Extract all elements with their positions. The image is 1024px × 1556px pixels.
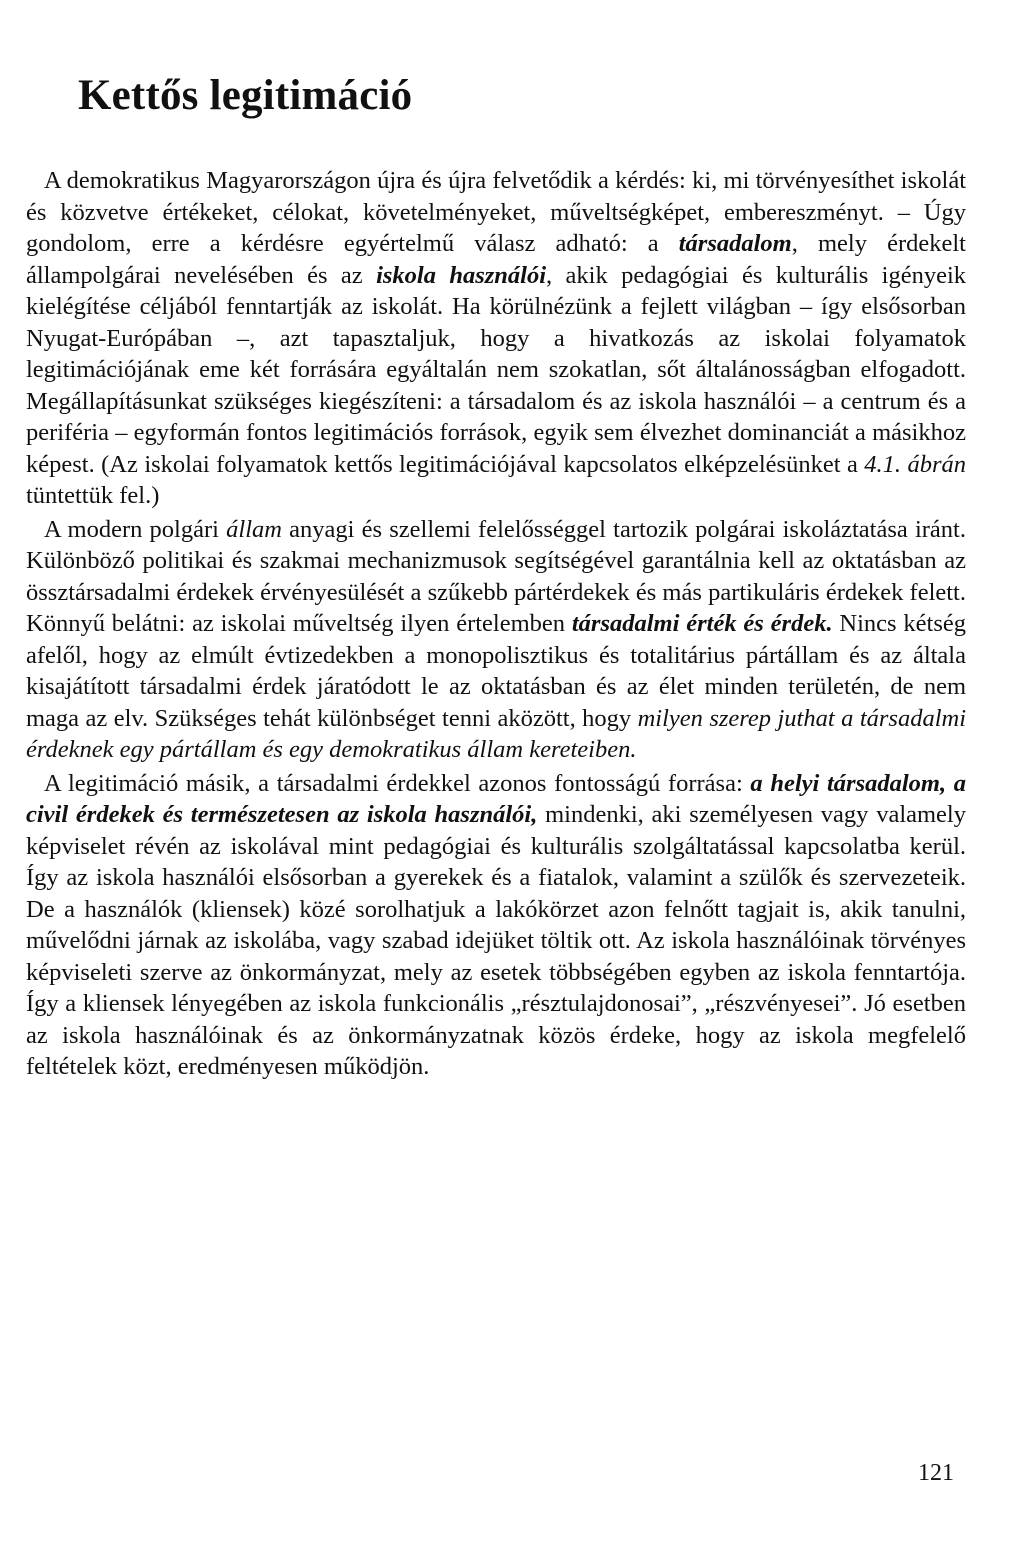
page-title: Kettős legitimáció bbox=[78, 72, 413, 119]
text-run: társadalom bbox=[678, 230, 792, 258]
text-run: társadalmi érték és érdek. bbox=[571, 610, 833, 638]
text-run: a helyi társadalom, a civil érdekek és természetesen az iskola használói, bbox=[26, 769, 967, 829]
paragraph-2 bbox=[26, 514, 966, 766]
text-run: 4.1. ábrán bbox=[864, 450, 966, 478]
text-run: anyagi és szellemi felelősséggel tartozik polgárai iskoláztatása iránt. Különböző politikai és szakmai mechanizmusok segítségével garantálnia kell az oktatásban az össztársadalmi érdekek érvényesülését a szűkebb pártérdekek és más partikuláris érdekek felett. Könnyű belátni: az iskolai műveltség ilyen értelemben bbox=[26, 515, 966, 638]
text-run: iskola használói bbox=[376, 261, 547, 289]
paragraph-1 bbox=[26, 165, 966, 512]
body-text bbox=[26, 165, 966, 1083]
page-number: 121 bbox=[918, 1460, 954, 1486]
text-run: , akik pedagógiai és kulturális igényeik kielégítése céljából fenntartják az iskolát. Ha körülnézünk a fejlett világban – így elsősorban Nyugat-Európában –, azt tapasztaljuk, hogy a hivatkozás az iskolai folyamatok legitimációjának eme két forrására egyáltalán nem szokatlan, sőt általánosságban elfogadott. Megállapításunkat szükséges kiegészíteni: a társadalom és az iskola használói – a centrum és a periféria – egyformán fontos legitimációs források, egyik sem élvezhet dominanciát a másikhoz képest. (Az iskolai folyamatok kettős legitimációjával kapcsolatos elképzelésünket a bbox=[26, 261, 967, 478]
text-run: állam bbox=[226, 515, 282, 543]
text-run: A demokratikus Magyarországon újra és újra felvetődik a kérdés: ki, mi törvényesíthet iskolát és közvetve értékeket, célokat, követelményeket, műveltségképet, embereszményt. – Úgy gondolom, erre a kérdésre egyértelmű válasz adható: a bbox=[26, 167, 966, 258]
paragraph-3 bbox=[26, 768, 966, 1083]
text-run: tüntettük fel.) bbox=[26, 482, 160, 510]
text-run: milyen szerep juthat a társadalmi érdeknek egy pártállam és egy demokratikus állam kereteiben. bbox=[26, 704, 966, 764]
text-run: mindenki, aki személyesen vagy valamely képviselet révén az iskolával mint pedagógiai és kulturális szolgáltatással kapcsolatba kerül. Így az iskola használói elsősorban a gyerekek és a fiatalok, valamint a szülők és szervezeteik. De a használók (kliensek) közé sorolhatjuk a lakókörzet azon felnőtt tagjait is, akik tanulni, művelődni járnak az iskolába, vagy szabad idejüket töltik ott. Az iskola használóinak törvényes képviseleti szerve az önkormányzat, mely az esetek többségében egyben az iskola fenntartója. Így a kliensek lényegében az iskola funkcionális „résztulajdonosai”, „részvényesei”. Jó esetben az iskola használóinak és az önkormányzatnak közös érdeke, hogy az iskola megfelelő feltételek közt, eredményesen működjön. bbox=[26, 801, 966, 1081]
text-run: Nincs kétség afelől, hogy az elmúlt évtizedekben a monopolisztikus és totalitárius pártállam és az általa kisajátított társadalmi érdek járatódott le az oktatásban és az élet minden területén, de nem maga az elv. Szükséges tehát különbséget tenni aközött, hogy bbox=[26, 610, 967, 732]
page bbox=[26, 40, 966, 1083]
text-run: , mely érdekelt állampolgárai nevelésében és az bbox=[26, 230, 966, 289]
text-run: A modern polgári bbox=[44, 515, 227, 543]
text-run: A legitimáció másik, a társadalmi érdekkel azonos fontosságú forrása: bbox=[44, 769, 751, 797]
